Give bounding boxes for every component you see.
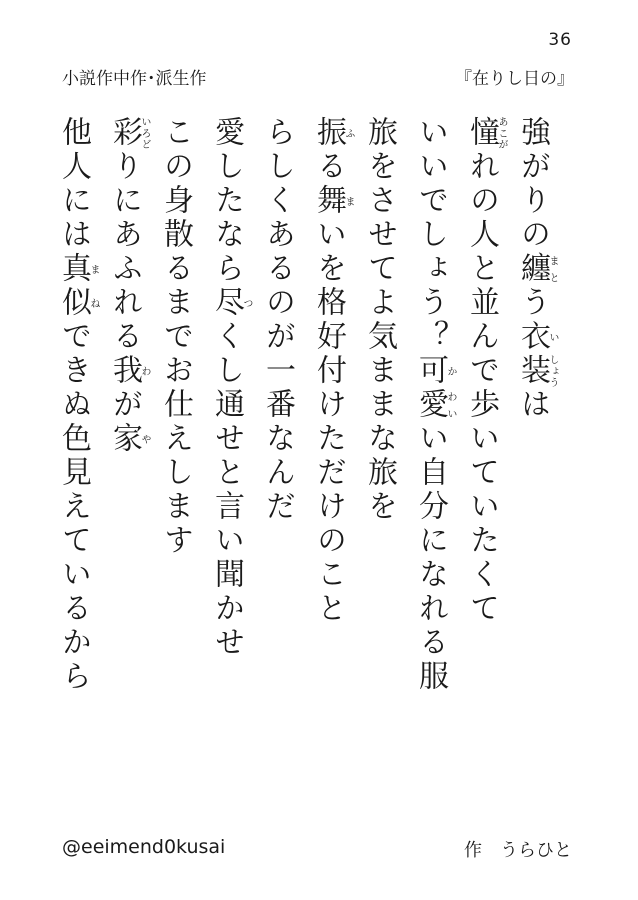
poem-line: [405, 116, 456, 736]
author-credit: 作 うらひと: [464, 840, 572, 861]
ruby-base: 纏: [515, 252, 550, 286]
ruby-reading: まと: [547, 252, 558, 286]
ruby-base: 家: [107, 422, 142, 456]
ruby-reading: いろど: [139, 116, 150, 150]
poem-text: いを格好付けただけのこと: [311, 218, 346, 626]
poem-text: は: [515, 388, 550, 422]
ruby-reading: か: [445, 354, 456, 388]
poem-text: 旅をさせてよ気ままな旅を: [362, 116, 397, 524]
ruby-word: [515, 320, 558, 354]
poem-text: い自分になれる服: [413, 422, 448, 694]
ruby-word: [413, 354, 456, 388]
header-work-title: 『在りし日の』: [455, 69, 574, 89]
poem-text: が: [107, 388, 142, 422]
page-number: 36: [548, 30, 572, 50]
ruby-reading: あこが: [496, 116, 507, 150]
ruby-base: 似: [56, 286, 91, 320]
ruby-reading: ね: [88, 286, 99, 320]
ruby-base: 衣: [515, 320, 550, 354]
poem-line: [48, 116, 99, 736]
ruby-reading: ま: [343, 184, 354, 218]
poem-line: [99, 116, 150, 736]
poem-line: [456, 116, 507, 736]
ruby-reading: ま: [88, 252, 99, 286]
poem-text: れの人と並んで歩いていたくて: [464, 150, 499, 626]
poem-text: 強がりの: [515, 116, 550, 252]
poem-text: 他人には: [56, 116, 91, 252]
ruby-base: 彩: [107, 116, 142, 150]
ruby-word: [311, 184, 354, 218]
poem-text: いいでしょう？: [413, 116, 448, 354]
ruby-base: 愛: [413, 388, 448, 422]
ruby-reading: わい: [445, 388, 456, 422]
ruby-word: [107, 116, 150, 150]
poem-body: [56, 116, 558, 736]
ruby-reading: い: [547, 320, 558, 354]
ruby-base: 尽: [209, 286, 244, 320]
ruby-reading: わ: [139, 354, 150, 388]
poem-text: できぬ色見えているから: [56, 320, 91, 694]
poem-line: [252, 116, 303, 736]
ruby-word: [311, 116, 354, 150]
poem-line: [201, 116, 252, 736]
ruby-word: [107, 354, 150, 388]
poem-text: う: [515, 286, 550, 320]
poem-text: この身散るまでお仕えします: [158, 116, 193, 558]
header-series-label: 小説作中作･派生作: [62, 69, 207, 89]
poem-text: りにあふれる: [107, 150, 142, 354]
ruby-word: [209, 286, 252, 320]
ruby-reading: や: [139, 422, 150, 456]
poem-text: らしくあるのが一番なんだ: [260, 116, 295, 524]
ruby-word: [515, 354, 558, 388]
author-handle: @eeimend0kusai: [62, 836, 226, 858]
ruby-base: 可: [413, 354, 448, 388]
ruby-word: [413, 388, 456, 422]
ruby-base: 舞: [311, 184, 346, 218]
poem-line: [303, 116, 354, 736]
poem-line: [150, 116, 201, 736]
ruby-word: [107, 422, 150, 456]
poem-line: [507, 116, 558, 736]
ruby-reading: しょう: [547, 354, 558, 388]
poem-text: る: [311, 150, 346, 184]
poem-line: [354, 116, 405, 736]
ruby-word: [515, 252, 558, 286]
ruby-base: 装: [515, 354, 550, 388]
ruby-word: [56, 252, 99, 286]
ruby-reading: つ: [241, 286, 252, 320]
ruby-base: 我: [107, 354, 142, 388]
ruby-base: 振: [311, 116, 346, 150]
ruby-base: 真: [56, 252, 91, 286]
poem-text: くし通せと言い聞かせ: [209, 320, 244, 660]
ruby-word: [464, 116, 507, 150]
ruby-base: 憧: [464, 116, 499, 150]
ruby-word: [56, 286, 99, 320]
poem-text: 愛したなら: [209, 116, 244, 286]
ruby-reading: ふ: [343, 116, 354, 150]
